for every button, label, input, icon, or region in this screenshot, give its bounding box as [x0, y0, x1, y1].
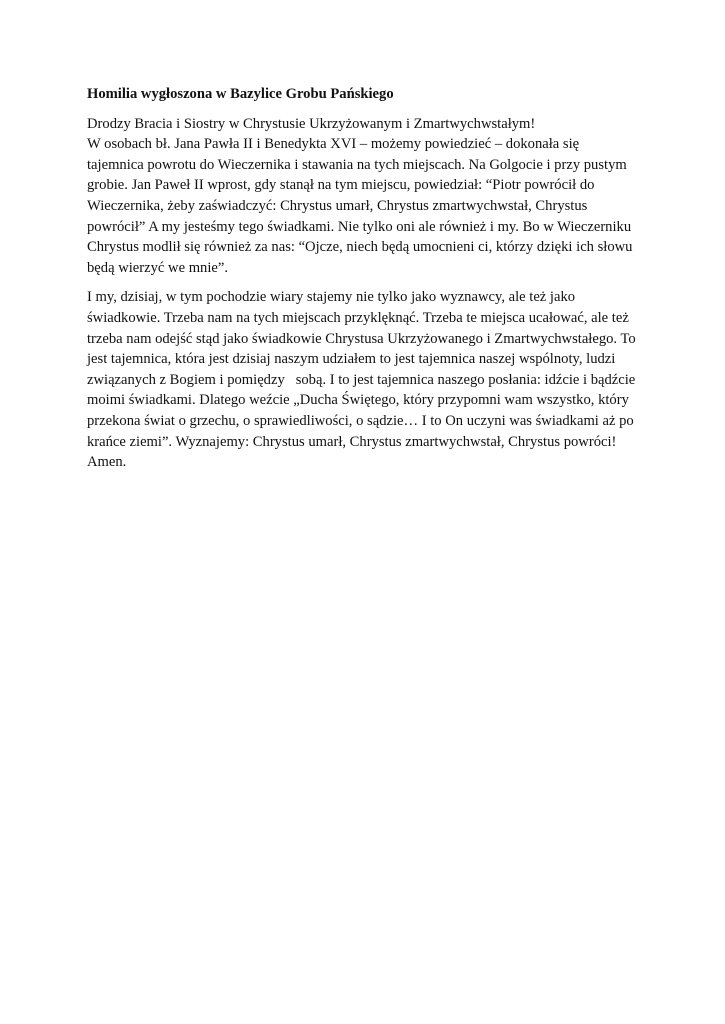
text-line: W osobach bł. Jana Pawła II i Benedykta XVI – możemy powiedzieć – dokonała się — [87, 136, 580, 153]
text-line: Wieczernika, żeby zaświadczyć: Chrystus umarł, Chrystus zmartwychwstał, Chrystus — [87, 197, 588, 214]
text-line: związanych z Bogiem i pomiędzy sobą. I to jest tajemnica naszego posłania: idźcie i bądźcie — [87, 371, 636, 388]
paragraph-2 — [87, 287, 647, 472]
text-line: przekona świat o grzechu, o sprawiedliwości, o sądzie… I to On uczyni was świadkami aż po — [87, 412, 634, 429]
document-title: Homilia wygłoszona w Bazylice Grobu Pańskiego — [87, 86, 394, 102]
text-line: I my, dzisiaj, w tym pochodzie wiary stajemy nie tylko jako wyznawcy, ale też jako — [87, 289, 576, 306]
text-line: moimi świadkami. Dlatego weźcie „Ducha Świętego, który przypomni wam wszystko, który — [87, 392, 629, 409]
text-line: krańce ziemi”. Wyznajemy: Chrystus umarł, Chrystus zmartwychwstał, Chrystus powróci! — [87, 433, 617, 450]
text-line: świadkowie. Trzeba nam na tych miejscach przyklęknąć. Trzeba te miejsca ucałować, ale też — [87, 309, 629, 326]
text-line: trzeba nam odejść stąd jako świadkowie Chrystusa Ukrzyżowanego i Zmartwychwstałego. To — [87, 330, 636, 347]
text-line: Drodzy Bracia i Siostry w Chrystusie Ukrzyżowanym i Zmartwychwstałym! — [87, 115, 536, 132]
text-line: jest tajemnica, która jest dzisiaj naszym udziałem to jest tajemnica naszej wspólnoty, ludzi — [87, 351, 616, 368]
text-line: będą wierzyć we mnie”. — [87, 259, 228, 276]
text-line: Chrystus modlił się również za nas: “Ojcze, niech będą umocnieni ci, którzy dzięki ich słowu — [87, 239, 633, 256]
paragraph-1 — [87, 114, 647, 279]
text-line: grobie. Jan Paweł II wprost, gdy stanął na tym miejscu, powiedział: “Piotr powrócił do — [87, 177, 595, 194]
text-line: Amen. — [87, 454, 127, 471]
text-line: powrócił” A my jesteśmy tego świadkami. Nie tylko oni ale również i my. Bo w Wieczerniku — [87, 218, 632, 235]
document-body — [87, 84, 647, 482]
text-line: tajemnica powrotu do Wieczernika i stawania na tych miejscach. Na Golgocie i przy pustym — [87, 156, 627, 173]
